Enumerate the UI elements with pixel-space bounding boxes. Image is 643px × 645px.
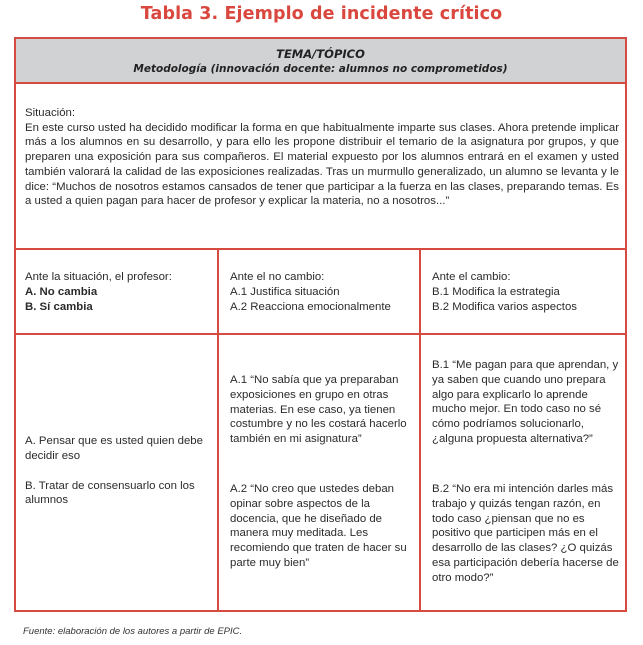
option-item: A.1 Justifica situación: [230, 285, 340, 298]
critical-incident-table: [14, 37, 627, 612]
responses-cell-no-change: [221, 335, 421, 610]
options-heading: Ante el no cambio:: [230, 271, 325, 283]
options-cell-professor: [16, 250, 219, 333]
options-heading: Ante la situación, el profesor:: [25, 271, 172, 283]
option-item: B.1 Modifica la estrategia: [432, 285, 560, 298]
situation-cell: [16, 84, 625, 250]
response-text: B.2 “No era mi intención darles más trabajo y quizás tengan razón, en todo caso ¿piensan que no es positivo que participen más en el desarrollo de las clases? ¿O quizás esa participación debería hacerse de otro modo?”: [432, 483, 619, 584]
options-row: [16, 250, 625, 335]
options-heading: Ante el cambio:: [432, 271, 511, 283]
responses-cell-change: [423, 335, 625, 610]
response-text: A.2 “No creo que ustedes deban opinar sobre aspectos de la docencia, que he diseñado de manera muy meditada. Les recomiendo que traten de hacer su parte muy bien”: [230, 483, 407, 569]
response-text: B. Tratar de consensuarlo con los alumnos: [25, 479, 195, 507]
table-header: [16, 39, 625, 84]
option-item: B. Sí cambia: [25, 300, 93, 313]
responses-row: [16, 335, 625, 610]
topic-label: TEMA/TÓPICO: [276, 47, 365, 61]
options-cell-no-change: [221, 250, 421, 333]
options-cell-change: [423, 250, 625, 333]
situation-label: Situación:: [25, 107, 76, 119]
responses-cell-professor: [16, 335, 219, 610]
response-text: A. Pensar que es usted quien debe decidir eso: [25, 435, 203, 462]
option-item: A.2 Reacciona emocionalmente: [230, 300, 391, 313]
option-item: A. No cambia: [25, 285, 98, 298]
response-text: B.1 “Me pagan para que aprendan, y ya saben que cuando uno prepara algo para explicarlo lo aprende mucho mejor. En todo caso no sé cómo podríamos solucionarlo, ¿alguna propuesta alternativa?”: [432, 359, 619, 445]
response-text: A.1 “No sabía que ya preparaban exposiciones en grupo en otras materias. En ese caso, ya tienen costumbre y no les costará hacerlo también en mi asignatura”: [230, 374, 407, 446]
option-item: B.2 Modifica varios aspectos: [432, 300, 577, 313]
table-title: Tabla 3. Ejemplo de incidente crítico: [140, 4, 503, 24]
topic-description: Metodología (innovación docente: alumnos no comprometidos): [133, 63, 508, 75]
situation-text: En este curso usted ha decidido modificar la forma en que habitualmente imparte sus clases. Ahora pretende implicar más a los alumnos en su desarrollo, y para ello les propone distribuir el temario de la asignatura por grupos, y que preparen una exposición para sus compañeros. El material expuesto por los alumnos entrará en el examen y usted también valorará la calidad de las exposiciones realizadas. Tras un murmullo generalizado, un alumno se levanta y le dice: “Muchos de nosotros estamos cansados de tener que participar a la fuerza en las clases, preparando temas. Es a usted a quien pagan para hacer de profesor y explicar la materia, no a nosotros...”: [25, 121, 619, 208]
source-note: Fuente: elaboración de los autores a partir de EPIC.: [23, 626, 243, 637]
